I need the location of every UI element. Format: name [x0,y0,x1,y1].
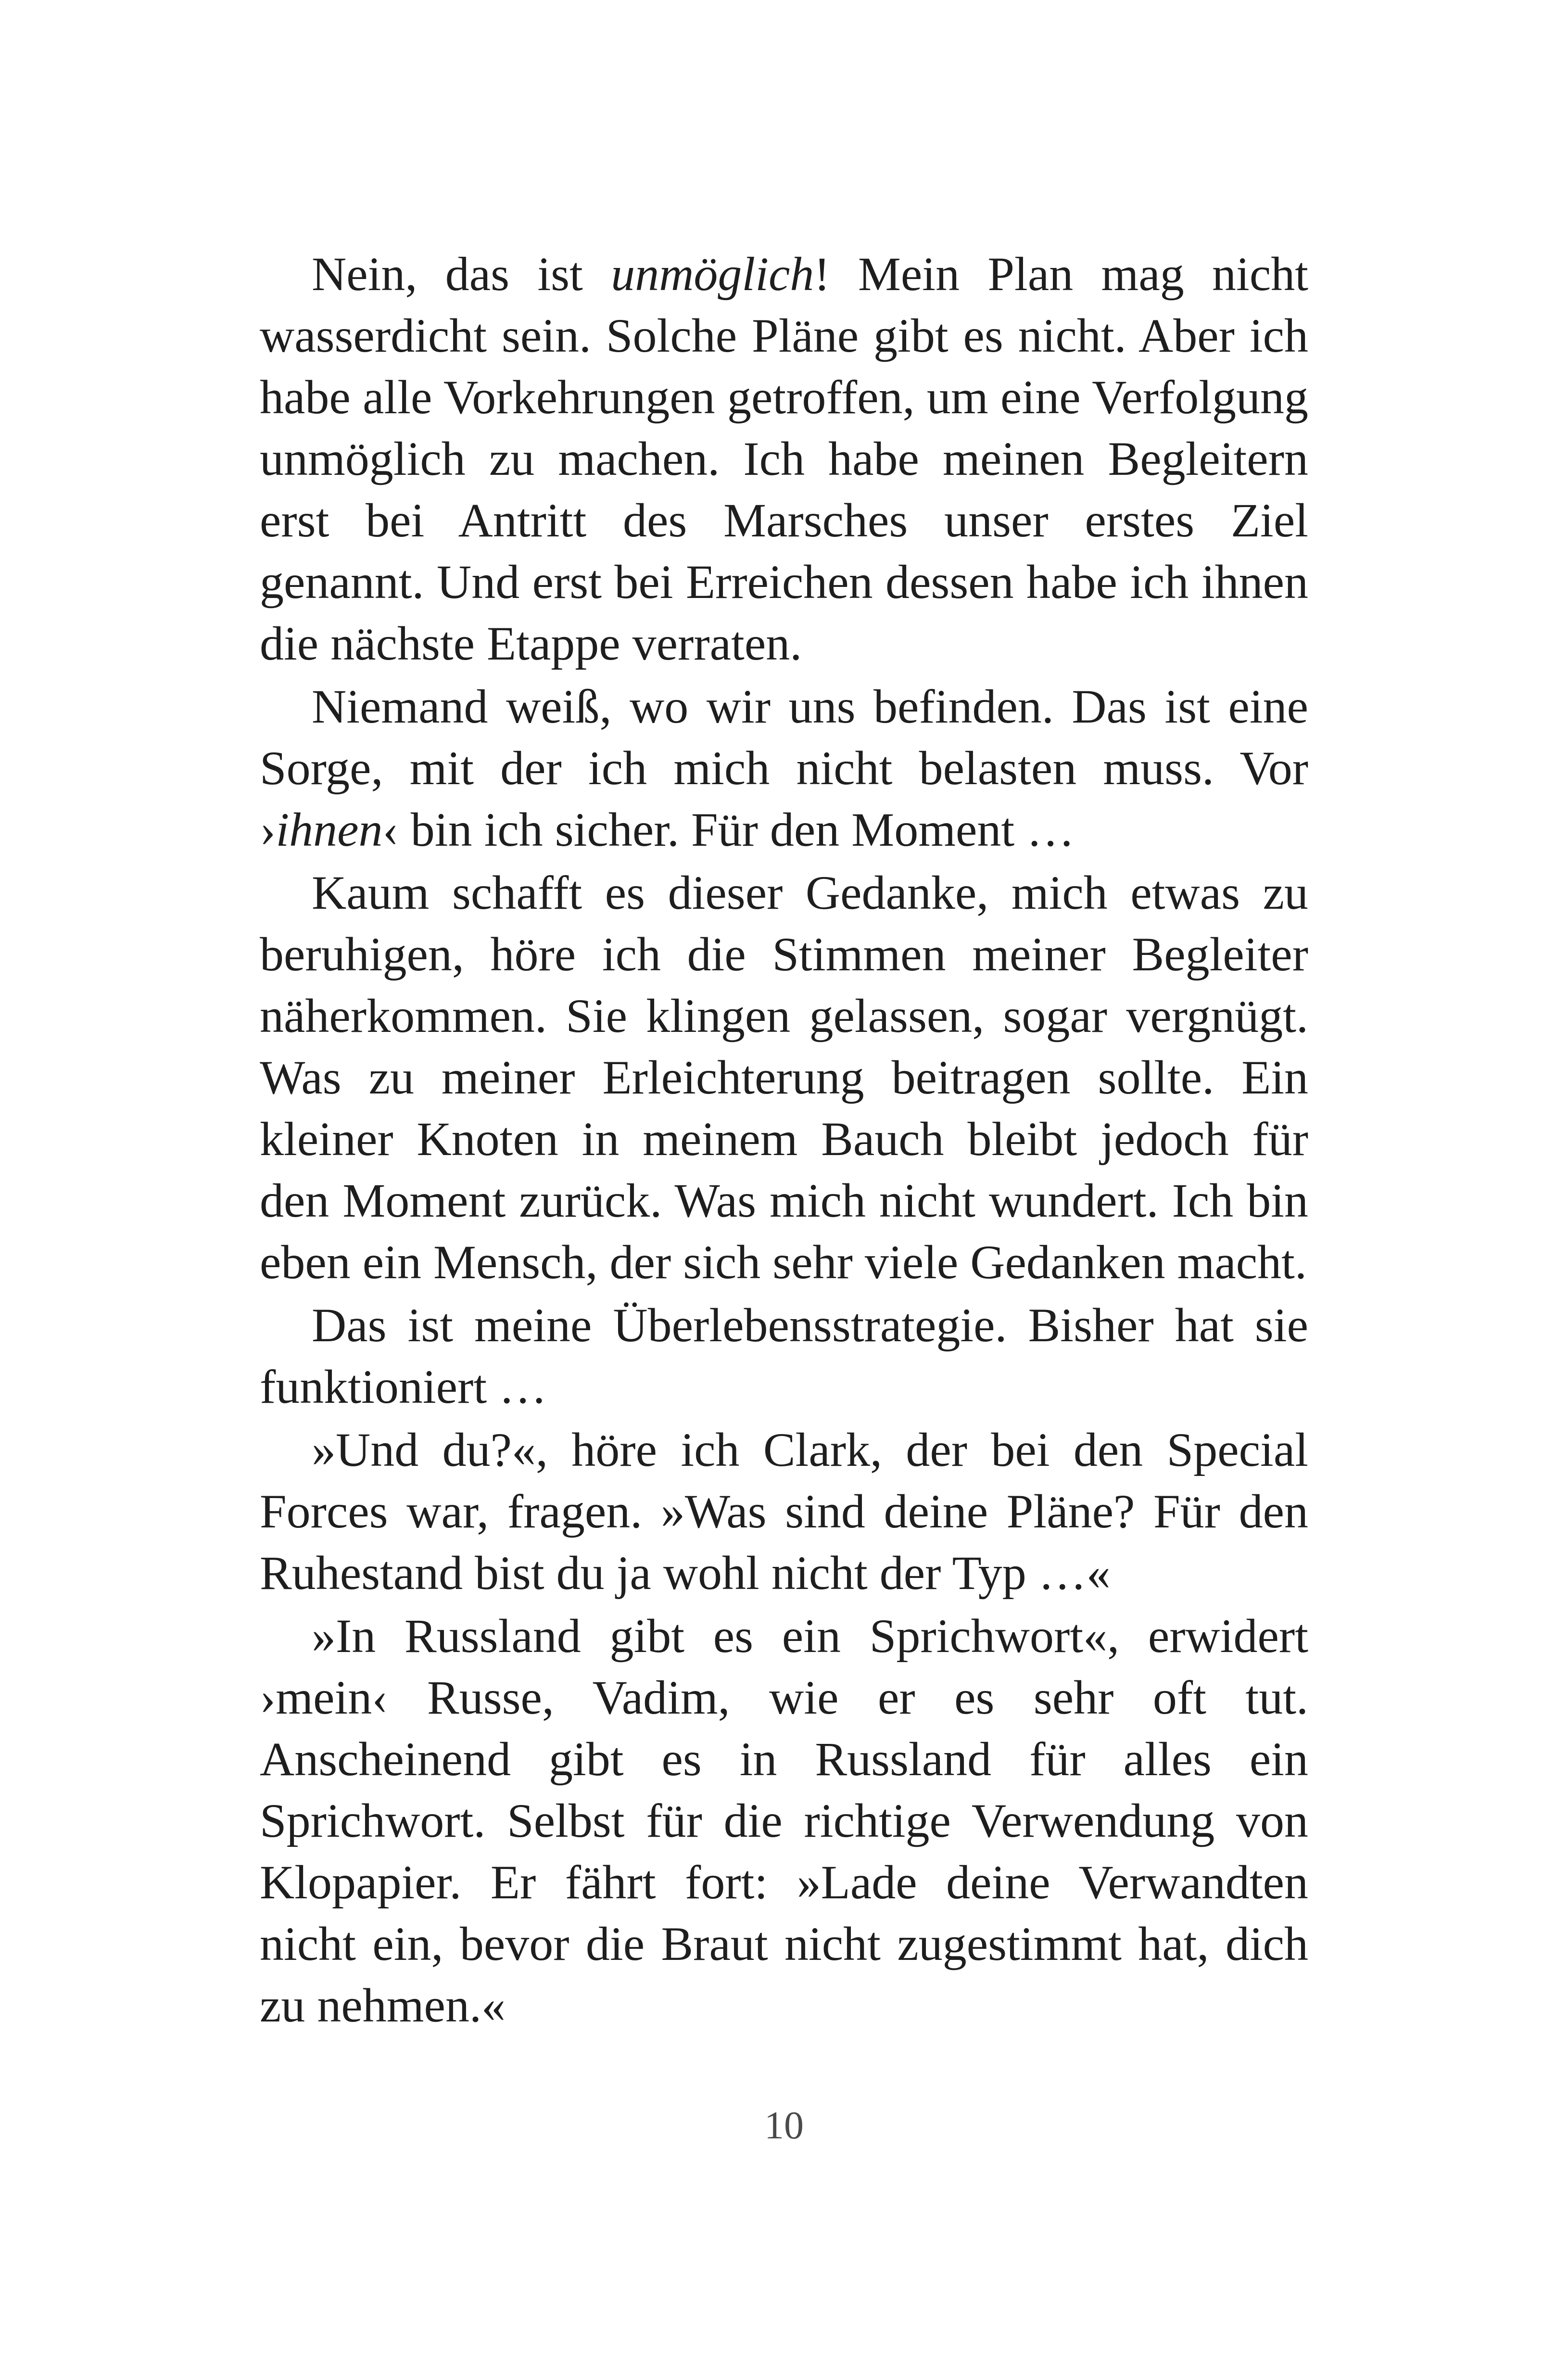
text-run: Das ist meine Überlebensstrategie. Bisher hat sie funktioniert … [260,1298,1308,1413]
text-run: ! Mein Plan mag nicht wasserdicht sein. Solche Pläne gibt es nicht. Aber ich habe alle Vorkehrungen getroffen, um eine Verfolgung unmöglich zu machen. Ich habe meinen Begleitern erst bei Antritt des Marsches unser erstes Ziel genannt. Und erst bei Erreichen dessen habe ich ihnen die nächste Etappe verraten. [260,247,1308,670]
paragraph [260,1419,1308,1604]
text-run: Kaum schafft es dieser Gedanke, mich etwas zu beruhigen, höre ich die Stimmen meiner Begleiter näherkommen. Sie klingen gelassen, sogar vergnügt. Was zu meiner Erleichterung beitragen sollte. Ein kleiner Knoten in meinem Bauch bleibt jedoch für den Moment zurück. Was mich nicht wundert. Ich bin eben ein Mensch, der sich sehr viele Gedanken macht. [260,866,1308,1289]
text-run: »In Russland gibt es ein Sprichwort«, erwidert ›mein‹ Russe, Vadim, wie er es sehr oft tut. Anscheinend gibt es in Russland für alles ein Sprichwort. Selbst für die richtige Verwendung von Klopapier. Er fährt fort: »Lade deine Verwandten nicht ein, bevor die Braut nicht zugestimmt hat, dich zu nehmen.« [260,1609,1308,2032]
page-number: 10 [764,2103,804,2147]
paragraph [260,1605,1308,2036]
text-run: Niemand weiß, wo wir uns befinden. Das ist eine Sorge, mit der ich mich nicht belasten muss. Vor › [260,680,1308,856]
body-text [260,243,1308,2036]
paragraph [260,862,1308,1293]
text-run: Nein, das ist [312,247,611,301]
text-run: ‹ bin ich sicher. Für den Moment … [382,803,1075,856]
italic-emphasis: unmöglich [611,247,814,301]
italic-emphasis: ihnen [276,803,383,856]
paragraph [260,676,1308,861]
paragraph [260,243,1308,674]
text-run: »Und du?«, höre ich Clark, der bei den Special Forces war, fragen. »Was sind deine Pläne? Für den Ruhestand bist du ja wohl nicht der Typ …« [260,1423,1308,1600]
paragraph [260,1295,1308,1418]
